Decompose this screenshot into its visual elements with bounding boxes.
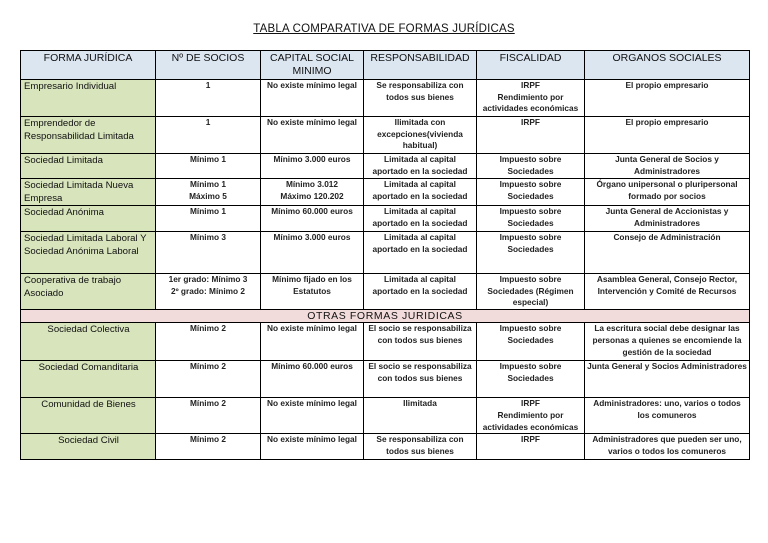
row-forma: Cooperativa de trabajo Asociado (21, 274, 156, 310)
table-row (21, 154, 750, 179)
row-responsabilidad: Limitada al capital aportado en la sociedad (364, 179, 477, 206)
row-responsabilidad: Ilimitada (364, 398, 477, 434)
row-socios: Mínimo 1 Máximo 5 (156, 179, 261, 206)
row-capital: Mínimo 60.000 euros (261, 206, 364, 232)
row-organos: Junta General y Socios Administradores (585, 361, 750, 398)
row-socios: Mínimo 2 (156, 398, 261, 434)
column-header: CAPITAL SOCIAL MINIMO (261, 51, 364, 80)
row-organos: Junta General de Accionistas y Administradores (585, 206, 750, 232)
row-organos: La escritura social debe designar las personas a quienes se encomiende la gestión de la sociedad (585, 323, 750, 361)
table-row (21, 434, 750, 460)
row-forma: Empresario Individual (21, 80, 156, 117)
row-capital: No existe mínimo legal (261, 398, 364, 434)
row-responsabilidad: Limitada al capital aportado en la sociedad (364, 232, 477, 274)
row-fiscalidad: IRPF Rendimiento por actividades económicas (477, 398, 585, 434)
comparison-table (20, 50, 750, 460)
header-row (21, 51, 750, 80)
section-row (21, 310, 750, 323)
table-row (21, 232, 750, 274)
row-responsabilidad: Limitada al capital aportado en la sociedad (364, 206, 477, 232)
row-forma: Sociedad Limitada (21, 154, 156, 179)
section-label: OTRAS FORMAS JURIDICAS (21, 310, 750, 323)
row-fiscalidad: IRPF (477, 117, 585, 154)
row-fiscalidad: Impuesto sobre Sociedades (477, 361, 585, 398)
row-responsabilidad: El socio se responsabiliza con todos sus bienes (364, 323, 477, 361)
row-fiscalidad: IRPF (477, 434, 585, 460)
row-fiscalidad: Impuesto sobre Sociedades (477, 323, 585, 361)
column-header: Nº DE SOCIOS (156, 51, 261, 80)
table-row (21, 80, 750, 117)
row-forma: Sociedad Civil (21, 434, 156, 460)
row-fiscalidad: Impuesto sobre Sociedades (477, 232, 585, 274)
row-organos: El propio empresario (585, 80, 750, 117)
row-organos: Administradores: uno, varios o todos los comuneros (585, 398, 750, 434)
row-socios: Mínimo 2 (156, 434, 261, 460)
row-forma: Sociedad Colectiva (21, 323, 156, 361)
table-row (21, 398, 750, 434)
row-organos: Consejo de Administración (585, 232, 750, 274)
row-capital: No existe mínimo legal (261, 323, 364, 361)
column-header: FORMA JURÍDICA (21, 51, 156, 80)
table-row (21, 323, 750, 361)
row-socios: 1 (156, 117, 261, 154)
row-forma: Sociedad Limitada Laboral Y Sociedad Anónima Laboral (21, 232, 156, 274)
page-title: TABLA COMPARATIVA DE FORMAS JURÍDICAS (253, 23, 515, 35)
row-fiscalidad: Impuesto sobre Sociedades (477, 154, 585, 179)
row-socios: Mínimo 3 (156, 232, 261, 274)
row-forma: Comunidad de Bienes (21, 398, 156, 434)
column-header: ORGANOS SOCIALES (585, 51, 750, 80)
row-socios: 1 (156, 80, 261, 117)
row-socios: Mínimo 2 (156, 361, 261, 398)
row-capital: No existe mínimo legal (261, 434, 364, 460)
row-responsabilidad: El socio se responsabiliza con todos sus bienes (364, 361, 477, 398)
row-organos: Asamblea General, Consejo Rector, Intervención y Comité de Recursos (585, 274, 750, 310)
row-forma: Sociedad Limitada Nueva Empresa (21, 179, 156, 206)
row-capital: Mínimo fijado en los Estatutos (261, 274, 364, 310)
row-responsabilidad: Se responsabiliza con todos sus bienes (364, 434, 477, 460)
row-responsabilidad: Se responsabiliza con todos sus bienes (364, 80, 477, 117)
row-organos: Órgano unipersonal o pluripersonal formado por socios (585, 179, 750, 206)
row-socios: Mínimo 1 (156, 154, 261, 179)
row-responsabilidad: Limitada al capital aportado en la sociedad (364, 154, 477, 179)
row-capital: No existe mínimo legal (261, 80, 364, 117)
column-header: FISCALIDAD (477, 51, 585, 80)
row-forma: Sociedad Anónima (21, 206, 156, 232)
row-responsabilidad: Ilimitada con excepciones(vivienda habitual) (364, 117, 477, 154)
row-fiscalidad: Impuesto sobre Sociedades (477, 179, 585, 206)
row-responsabilidad: Limitada al capital aportado en la sociedad (364, 274, 477, 310)
table-row (21, 361, 750, 398)
column-header: RESPONSABILIDAD (364, 51, 477, 80)
row-capital: Mínimo 3.012 Máximo 120.202 (261, 179, 364, 206)
row-forma: Sociedad Comanditaria (21, 361, 156, 398)
table-row (21, 274, 750, 310)
table-row (21, 206, 750, 232)
row-capital: Mínimo 3.000 euros (261, 154, 364, 179)
row-organos: Administradores que pueden ser uno, varios o todos los comuneros (585, 434, 750, 460)
row-organos: El propio empresario (585, 117, 750, 154)
row-fiscalidad: Impuesto sobre Sociedades (Régimen especial) (477, 274, 585, 310)
row-socios: 1er grado: Mínimo 3 2º grado: Mínimo 2 (156, 274, 261, 310)
table-row (21, 117, 750, 154)
row-capital: Mínimo 60.000 euros (261, 361, 364, 398)
row-capital: Mínimo 3.000 euros (261, 232, 364, 274)
row-organos: Junta General de Socios y Administradores (585, 154, 750, 179)
row-fiscalidad: IRPF Rendimiento por actividades económicas (477, 80, 585, 117)
row-capital: No existe mínimo legal (261, 117, 364, 154)
row-socios: Mínimo 1 (156, 206, 261, 232)
table-row (21, 179, 750, 206)
row-forma: Emprendedor de Responsabilidad Limitada (21, 117, 156, 154)
row-fiscalidad: Impuesto sobre Sociedades (477, 206, 585, 232)
row-socios: Mínimo 2 (156, 323, 261, 361)
